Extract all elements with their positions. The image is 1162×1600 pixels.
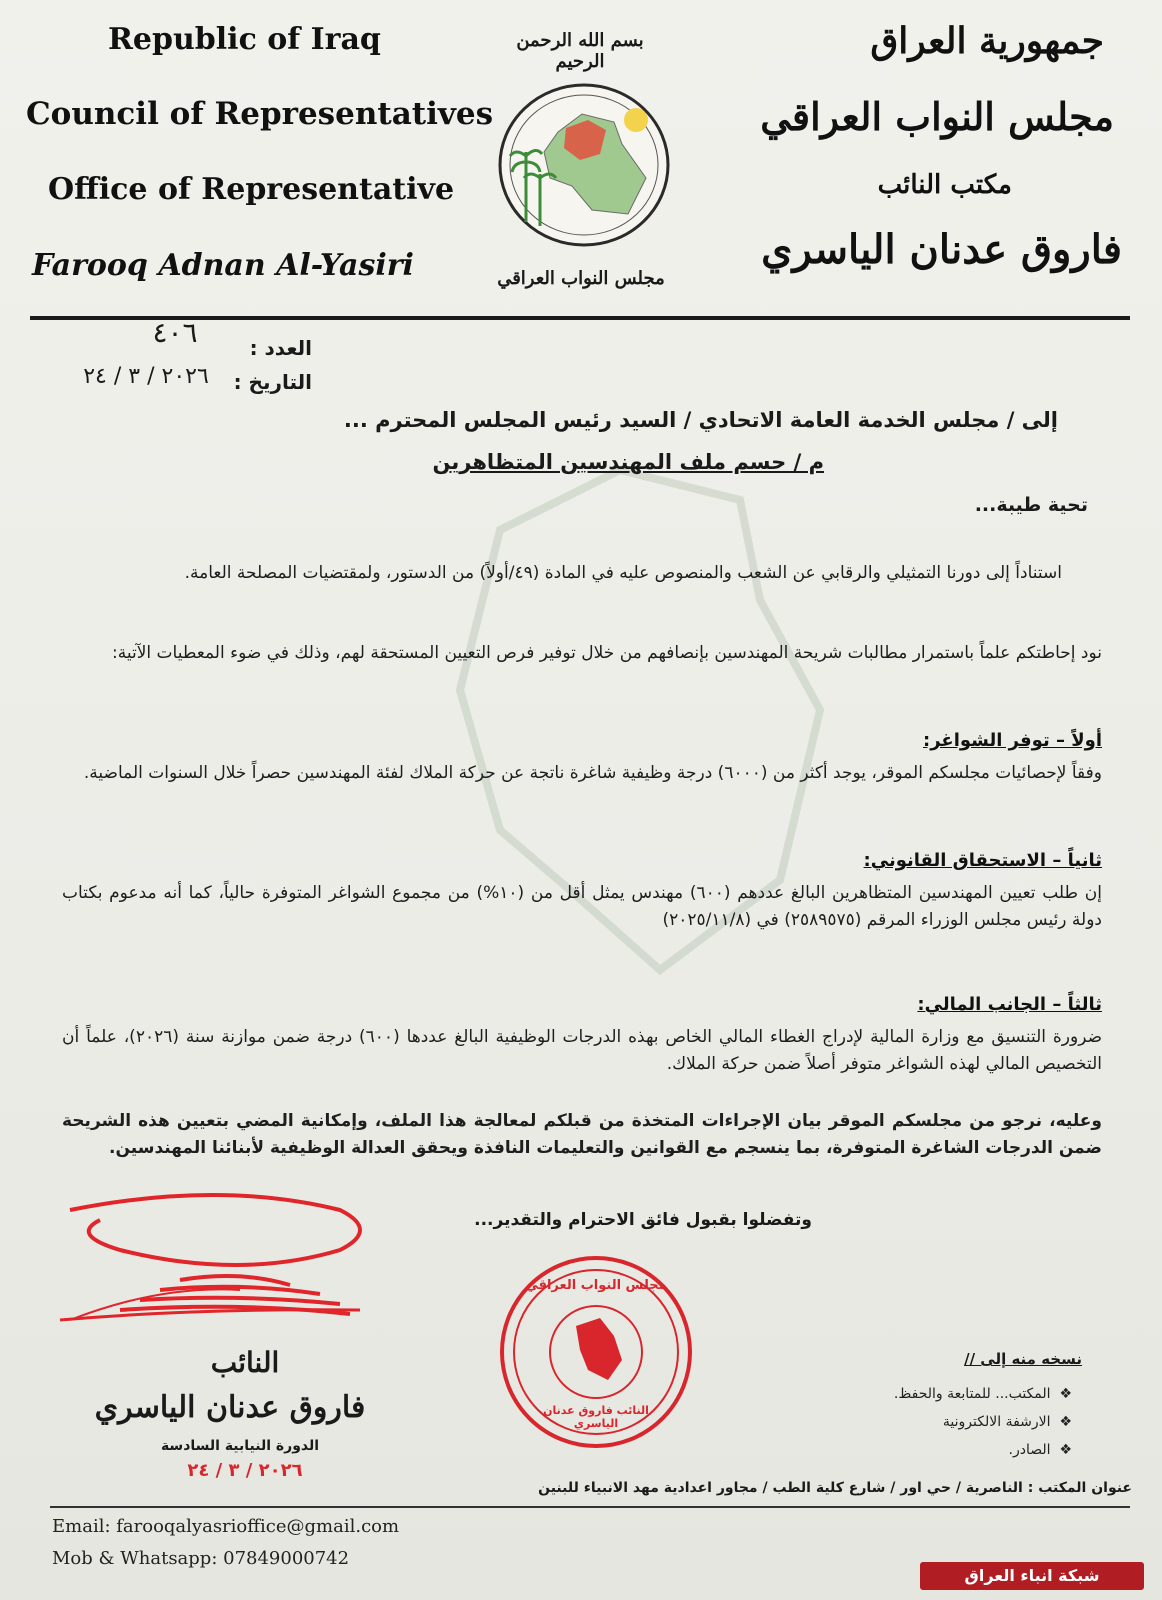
handwritten-signature [40,1190,380,1350]
date-label: التاريخ : [233,370,312,394]
header-en-line-1: Republic of Iraq [108,22,381,57]
copies-title: نسخه منه إلى // [964,1350,1082,1368]
basmala: بسم الله الرحمن الرحيم [516,30,644,72]
copy-item-3: ❖ الصادر. [1008,1442,1072,1458]
signature-date: ٢٠٢٦ / ٣ / ٢٤ [187,1460,303,1481]
copy-item-1: ❖ المكتب... للمتابعة والحفظ. [893,1386,1072,1402]
date-value: ٢٠٢٦ / ٣ / ٢٤ [83,364,209,389]
section-3-text: ضرورة التنسيق مع وزارة المالية لإدراج الغطاء المالي الخاص بهذه الدرجات الوظيفية البالغ عددها (٦٠٠) درجة ضمن موازنة سنة (٢٠٢٦)، علماً أن التخصيص المالي لهذه الشواغر متوفر أصلاً ضمن حركة الملاك. [62,1027,1103,1074]
council-emblem-icon [496,82,672,248]
signature-session: الدورة النيابية السادسة [160,1438,320,1454]
intro-paragraph: استناداً إلى دورنا التمثيلي والرقابي عن الشعب والمنصوص عليه في المادة (٤٩/أولاً) من الدستور، ولمقتضيات المصلحة العامة. [184,563,1062,583]
number-value: ٤٠٦ [152,316,198,349]
footer-email: Email: farooqalyasrioffice@gmail.com [52,1516,400,1537]
closing-line: وتفضلوا بقبول فائق الاحترام والتقدير... [474,1210,812,1230]
signature-name: فاروق عدنان الياسري [94,1390,366,1425]
section-2-heading: ثانياً – الاستحقاق القانوني: [863,850,1102,871]
header-ar-line-3: مكتب النائب [877,170,1012,200]
section-2-text: إن طلب تعيين المهندسين المتظاهرين البالغ عددهم (٦٠٠) مهندس يمثل أقل من (١٠%) من مجموع الشواغر المتوفرة حالياً، كما أنه مدعوم بكتاب دولة رئيس مجلس الوزراء المرقم (٢٥٨٩٥٧٥) في (٢٠٢٥/١١/٨) [62,883,1103,930]
footer-divider [50,1506,1130,1508]
addressee-line: إلى / مجلس الخدمة العامة الاتحادي / السيد رئيس المجلس المحترم ... [343,408,1058,432]
section-1-heading: أولاً – توفر الشواغر: [923,730,1102,751]
context-paragraph: نود إحاطتكم علماً باستمرار مطالبات شريحة المهندسين بإنصافهم من خلال توفير فرص التعيين المستحقة لهم، وذلك في ضوء المعطيات الآتية: [111,643,1102,663]
section-3-heading: ثالثاً – الجانب المالي: [917,994,1102,1015]
header-ar-line-1: جمهورية العراق [870,20,1104,62]
number-label: العدد : [249,336,312,360]
conclusion-paragraph: وعليه، نرجو من مجلسكم الموقر بيان الإجراءات المتخذة من قبلكم لمعالجة هذا الملف، وإمكانية المضي بتعيين هذه الشريحة ضمن الدرجات الشاغرة المتوفرة، بما ينسجم مع القوانين والتعليمات النافذة ويحقق العدالة الوظيفية لأبنائنا المهندسين. [62,1111,1102,1158]
header-en-line-3: Office of Representative [48,172,455,207]
header-ar-line-4: فاروق عدنان الياسري [761,226,1122,273]
copy-item-2: ❖ الارشفة الالكترونية [942,1414,1072,1430]
header-en-line-4: Farooq Adnan Al-Yasiri [32,248,414,283]
subject-line: م / حسم ملف المهندسين المتظاهرين [432,450,824,474]
footer-mobile: Mob & Whatsapp: 07849000742 [52,1548,350,1569]
header-en-line-2: Council of Representatives [26,96,494,132]
header-ar-line-2: مجلس النواب العراقي [760,94,1114,139]
section-1-text: وفقاً لإحصائيات مجلسكم الموقر، يوجد أكثر من (٦٠٠٠) درجة وظيفية شاغرة ناتجة عن حركة الملاك لفئة المهندسين حصراً خلال السنوات الماضية. [83,763,1102,783]
greeting: تحية طيبة... [974,494,1088,516]
emblem-caption: مجلس النواب العراقي [497,268,665,289]
signature-title: النائب [210,1346,280,1379]
source-watermark: شبكة انباء العراق [920,1562,1144,1590]
seal-inner-text: النائب فاروق عدنان الياسري [543,1404,649,1430]
office-address: عنوان المكتب : الناصرية / حي اور / شارع كلية الطب / مجاور اعدادية مهد الانبياء للبنين [538,1480,1132,1496]
seal-ring-text: مجلس النواب العراقي [525,1278,667,1293]
